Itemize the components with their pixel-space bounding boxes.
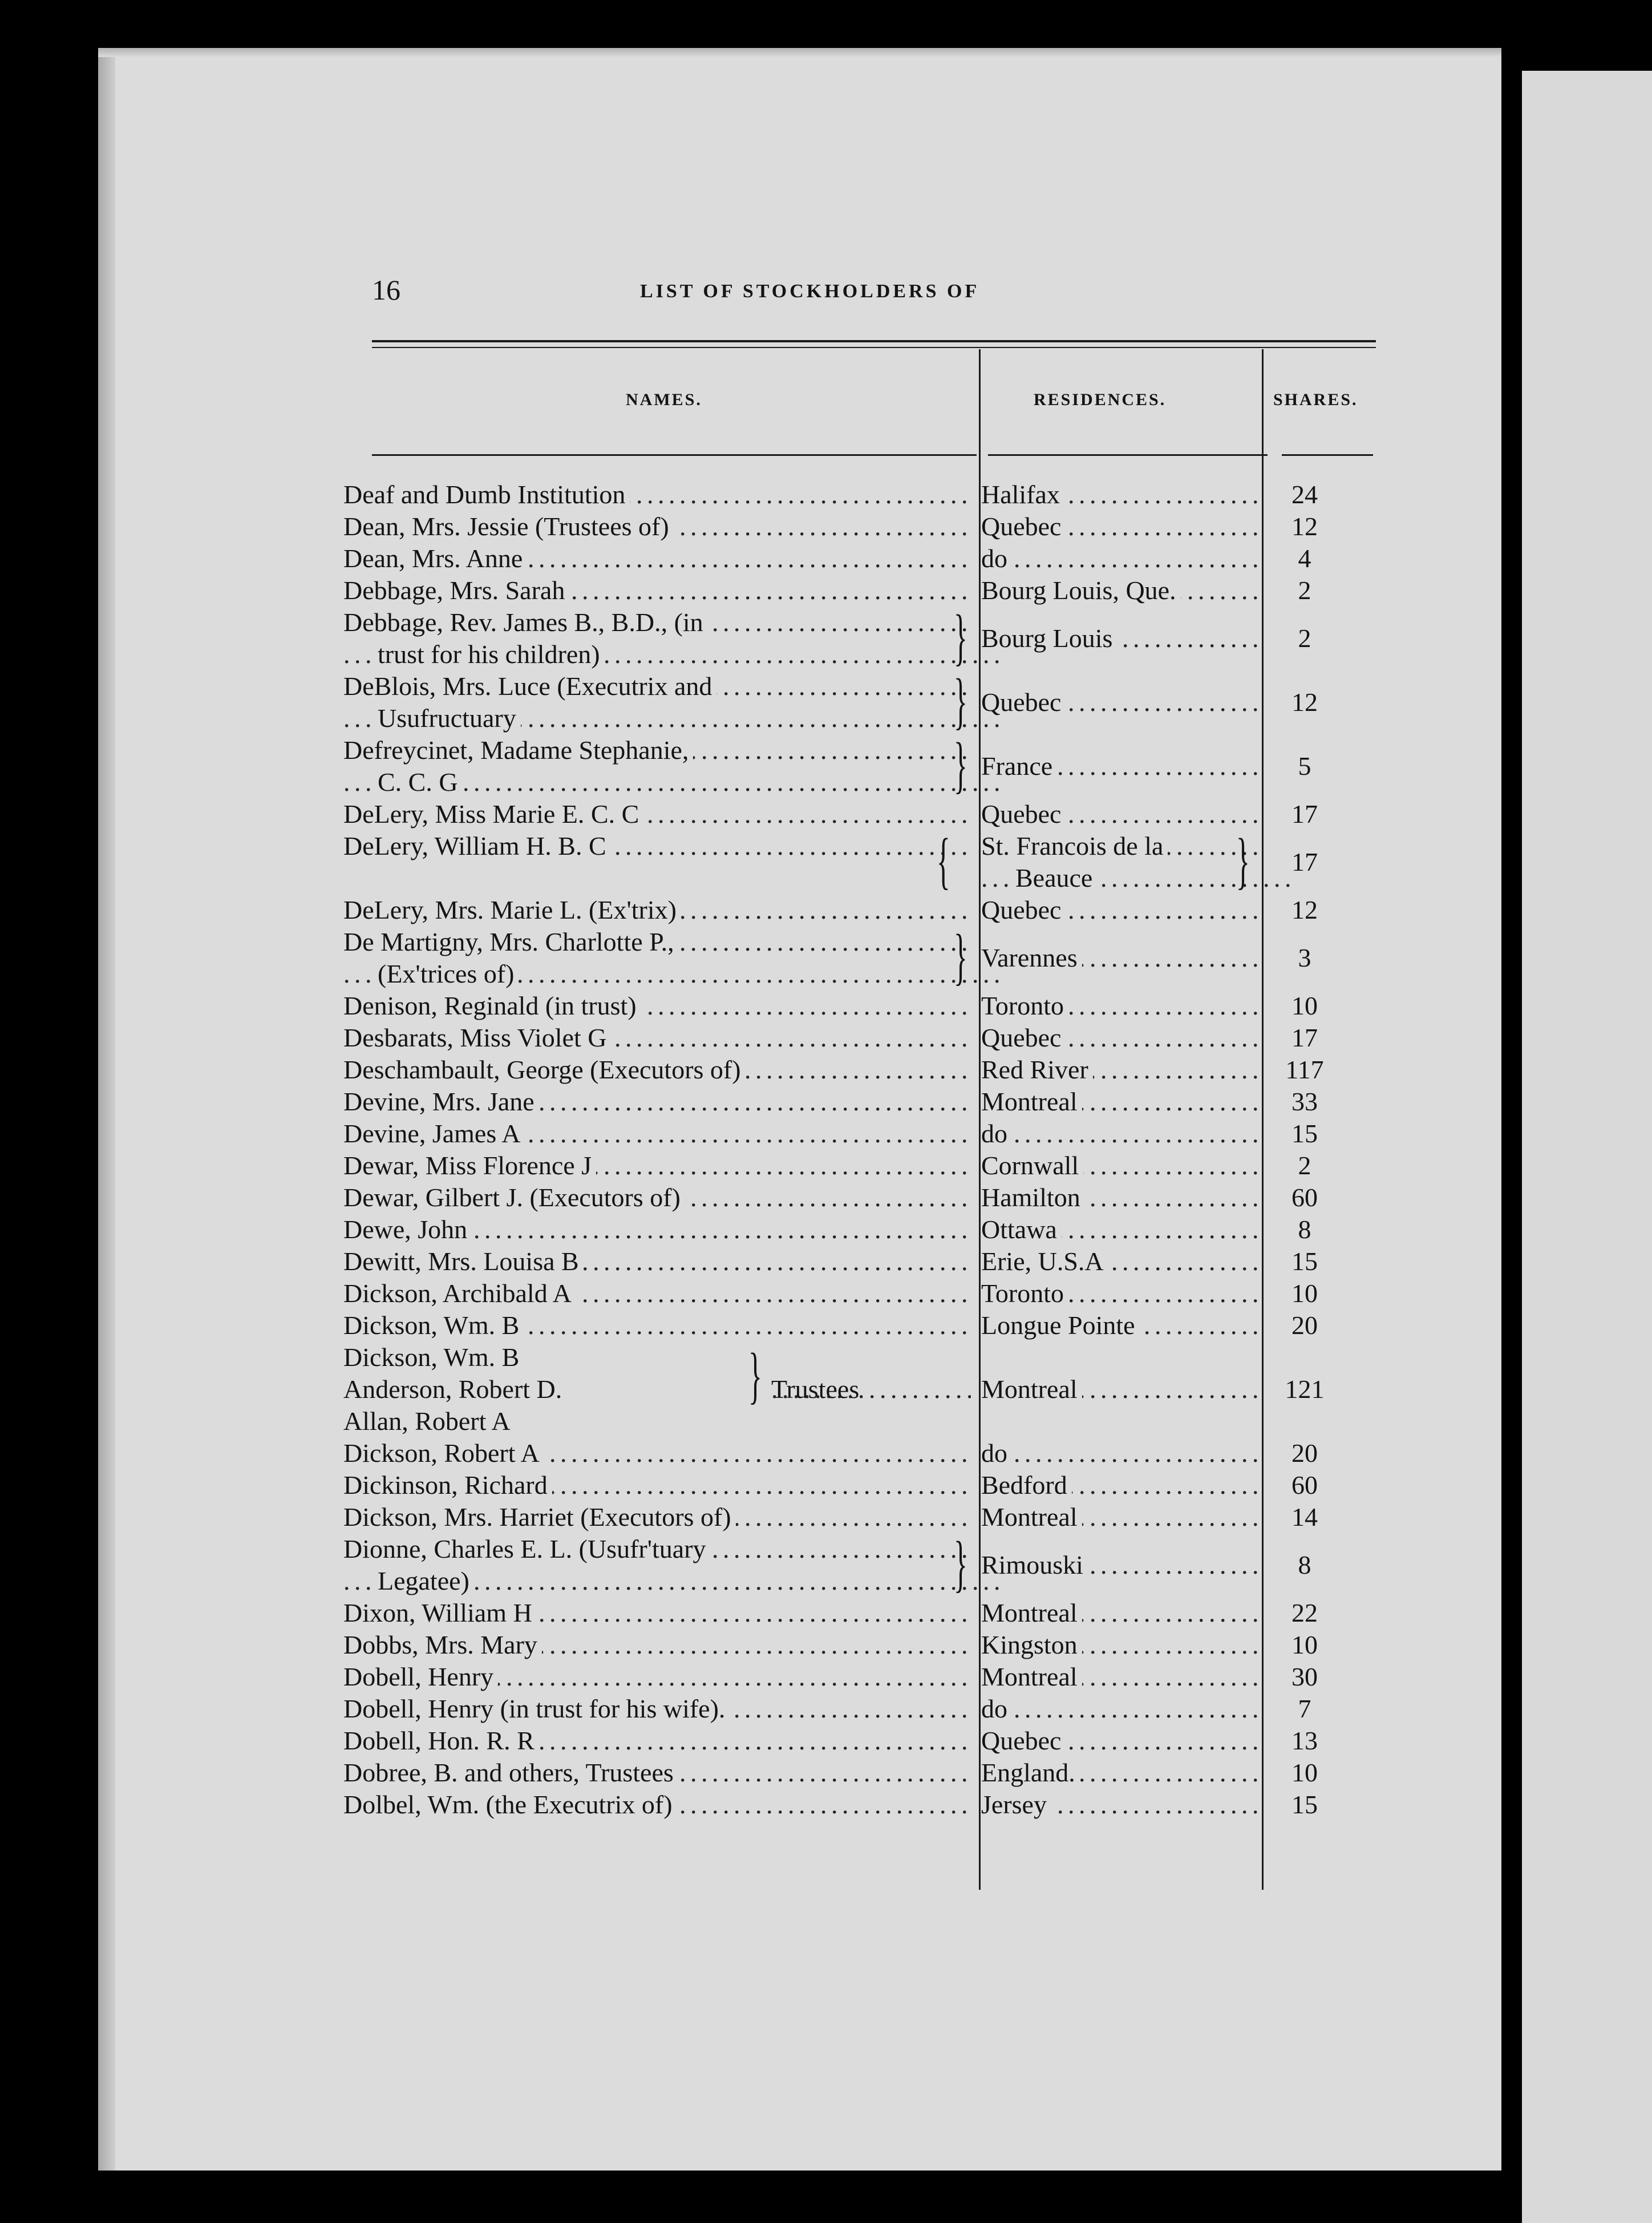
stockholder-name-text: Dolbel, Wm. (the Executrix of) <box>343 1790 677 1819</box>
stockholder-name <box>343 990 972 1022</box>
stockholder-residence-text: Quebec <box>981 1023 1066 1052</box>
stockholder-name-text: DeLery, Mrs. Marie L. (Ex'trix) <box>343 895 681 924</box>
entry-brace: } <box>954 1529 967 1598</box>
stockholder-residence-text: Montreal <box>981 1087 1082 1116</box>
table-row <box>98 1182 1501 1214</box>
stockholder-name-text: Dewar, Miss Florence J <box>343 1151 596 1180</box>
stockholder-name-text: Dean, Mrs. Anne <box>343 544 527 573</box>
stockholder-name-text: Dobell, Henry (in trust for his wife). <box>343 1694 730 1723</box>
stockholder-shares: 12 <box>1291 512 1318 541</box>
header-bottom-rule-residences <box>988 454 1268 456</box>
entry-brace: } <box>954 666 967 735</box>
stockholder-name <box>343 1757 972 1789</box>
stockholder-name-text: Devine, Mrs. Jane <box>343 1087 539 1116</box>
stockholder-residence <box>981 1373 1261 1405</box>
stockholder-residence-text: Erie, U.S.A <box>981 1247 1108 1276</box>
stockholder-shares: 10 <box>1291 1758 1318 1787</box>
stockholder-shares: 8 <box>1298 1215 1311 1244</box>
stockholder-name-text: Dewar, Gilbert J. (Executors of) <box>343 1183 685 1212</box>
stockholder-shares: 121 <box>1285 1375 1325 1404</box>
stockholder-name-text: Legatee) <box>378 1566 474 1595</box>
stockholder-residence-text: Beauce <box>1015 863 1097 892</box>
stockholder-shares: 10 <box>1291 991 1318 1020</box>
table-row <box>98 730 1501 799</box>
stockholder-name <box>343 1054 972 1086</box>
stockholder-name <box>343 958 1006 990</box>
table-row <box>98 1529 1501 1598</box>
stockholder-name-text: Dobbs, Mrs. Mary <box>343 1630 542 1659</box>
stockholder-residence-text: Bourg Louis, Que. <box>981 576 1181 605</box>
stockholder-name <box>343 1118 972 1150</box>
stockholder-residence-text: Longue Pointe <box>981 1311 1140 1340</box>
stockholder-residence <box>981 1597 1261 1629</box>
stockholder-name <box>343 1214 972 1246</box>
stockholder-shares: 60 <box>1291 1183 1318 1212</box>
table-row <box>98 826 1501 895</box>
stockholder-residence <box>981 1693 1261 1725</box>
stockholder-name-text: Dickson, Archibald A <box>343 1279 576 1308</box>
table-row <box>98 1309 1501 1341</box>
stockholder-shares: 12 <box>1291 895 1318 924</box>
stockholder-name <box>343 638 1006 670</box>
table-row <box>98 1054 1501 1086</box>
stockholder-shares: 10 <box>1291 1279 1318 1308</box>
stockholder-name <box>343 830 972 862</box>
stockholder-residence-text: St. Francois de la <box>981 831 1168 860</box>
stockholder-name <box>343 1501 972 1533</box>
entry-brace: } <box>954 602 967 672</box>
table-row <box>98 1022 1501 1054</box>
table-row <box>98 1629 1501 1661</box>
stockholder-shares: 2 <box>1298 576 1311 605</box>
stockholder-name-text: Dobree, B. and others, Trustees <box>343 1758 678 1787</box>
table-row <box>98 1501 1501 1533</box>
stockholder-name <box>343 1405 972 1437</box>
stockholder-name <box>343 1693 972 1725</box>
stockholder-name-text: Dionne, Charles E. L. (Usufr'tuary <box>343 1534 711 1563</box>
stockholder-residence <box>981 1469 1261 1501</box>
table-row <box>98 1214 1501 1246</box>
stockholder-name <box>343 798 972 830</box>
stockholder-residence <box>981 894 1261 926</box>
stockholder-residence-text: do <box>981 1438 1012 1468</box>
stockholder-residence-text: do <box>981 1694 1012 1723</box>
stockholder-residence <box>981 575 1261 607</box>
stockholder-shares: 4 <box>1298 544 1311 573</box>
entry-brace: } <box>954 730 967 799</box>
stockholder-name <box>343 702 1006 734</box>
table-row <box>98 798 1501 830</box>
stockholder-residence-text: do <box>981 544 1012 573</box>
stockholder-residence-text: Hamilton <box>981 1183 1085 1212</box>
stockholder-residence <box>981 1150 1261 1182</box>
stockholder-shares: 117 <box>1285 1055 1324 1084</box>
stockholder-name <box>343 479 972 511</box>
stockholder-residence-text: Toronto <box>981 991 1068 1020</box>
stockholder-name <box>343 607 972 638</box>
stockholder-residence <box>981 1278 1261 1309</box>
table-row <box>98 602 1501 672</box>
stockholder-shares: 15 <box>1291 1790 1318 1819</box>
stockholder-name <box>343 766 1006 798</box>
stockholder-residence <box>981 1437 1261 1469</box>
stockholder-name <box>343 1278 972 1309</box>
stockholder-shares: 20 <box>1291 1311 1318 1340</box>
entry-brace: { <box>937 826 950 895</box>
stockholder-name-text: trust for his children) <box>378 640 605 669</box>
stockholder-name-text: DeBlois, Mrs. Luce (Executrix and <box>343 672 716 701</box>
page-number: 16 <box>372 274 400 306</box>
table-row <box>98 1278 1501 1309</box>
stockholder-shares: 17 <box>1291 1023 1318 1052</box>
stockholder-shares: 24 <box>1291 480 1318 509</box>
stockholder-residence <box>981 750 1261 782</box>
stockholder-residence <box>981 798 1261 830</box>
stockholder-name <box>343 575 972 607</box>
stockholder-shares: 8 <box>1298 1550 1311 1579</box>
entry-brace: } <box>954 921 967 991</box>
ledger-page <box>98 48 1501 2171</box>
stockholder-name <box>343 1629 972 1661</box>
stockholder-residence <box>981 479 1261 511</box>
stockholder-residence-text: Montreal <box>981 1375 1082 1404</box>
stockholder-residence-text: Bedford <box>981 1470 1072 1499</box>
stockholder-shares: 13 <box>1291 1726 1318 1755</box>
running-head: LIST OF STOCKHOLDERS OF <box>640 281 980 302</box>
stockholder-name-text: Devine, James A <box>343 1119 525 1148</box>
stockholder-residence <box>981 686 1261 718</box>
stockholder-residence <box>981 1309 1261 1341</box>
stockholder-name <box>343 670 972 702</box>
stockholder-name <box>343 1469 972 1501</box>
table-row <box>98 1469 1501 1501</box>
stockholder-shares: 17 <box>1291 847 1318 876</box>
stockholder-residence-text: Quebec <box>981 895 1066 924</box>
table-row <box>98 479 1501 511</box>
table-row <box>98 1725 1501 1757</box>
header-top-rule <box>372 340 1376 342</box>
stockholder-shares: 14 <box>1291 1502 1318 1531</box>
table-row <box>98 511 1501 543</box>
stockholder-name <box>343 1725 972 1757</box>
stockholder-name-text: Debbage, Mrs. Sarah <box>343 576 569 605</box>
stockholder-name <box>343 926 972 958</box>
header-top-rule-thin <box>372 347 1376 348</box>
entry-brace: } <box>1236 826 1250 895</box>
stockholder-residence-text: Rimouski <box>981 1550 1088 1579</box>
stockholder-residence <box>981 1661 1261 1693</box>
stockholder-name <box>343 1565 1006 1597</box>
stockholder-name <box>343 1182 972 1214</box>
column-header-names: NAMES. <box>626 390 702 409</box>
stockholder-name <box>343 1246 972 1278</box>
stockholder-shares: 33 <box>1291 1087 1318 1116</box>
stockholder-name <box>343 511 972 543</box>
stockholder-residence <box>981 1022 1261 1054</box>
table-row <box>98 1150 1501 1182</box>
stockholder-name-text: Debbage, Rev. James B., B.D., (in <box>343 608 708 637</box>
table-row <box>98 543 1501 575</box>
table-row <box>98 1757 1501 1789</box>
table-row <box>98 1341 1501 1437</box>
stockholder-name-text: Dickson, Mrs. Harriet (Executors of) <box>343 1502 736 1531</box>
table-row <box>98 1661 1501 1693</box>
stockholder-name <box>343 1086 972 1118</box>
stockholder-name-text: Dean, Mrs. Jessie (Trustees of) <box>343 512 674 541</box>
stockholder-name-text: Denison, Reginald (in trust) <box>343 991 641 1020</box>
column-header-residences: RESIDENCES. <box>1034 390 1167 409</box>
header-bottom-rule-names <box>372 454 977 456</box>
stockholder-shares: 2 <box>1298 1151 1311 1180</box>
trustee-group-label <box>771 1373 971 1405</box>
stockholder-name <box>343 1661 972 1693</box>
stockholder-residence-text: Jersey <box>981 1790 1051 1819</box>
table-row <box>98 1086 1501 1118</box>
stockholder-name <box>343 1309 972 1341</box>
stockholder-name <box>343 1150 972 1182</box>
page-top-edge <box>98 48 1501 57</box>
stockholder-name-text: (Ex'trices of) <box>378 959 519 988</box>
stockholder-name-text: Anderson, Robert D. <box>343 1375 566 1404</box>
stockholder-residence-text: Montreal <box>981 1598 1082 1627</box>
stockholder-residence-text: Quebec <box>981 799 1066 828</box>
stockholder-residence <box>981 1054 1261 1086</box>
stockholder-name-text: Dewitt, Mrs. Louisa B <box>343 1247 584 1276</box>
stockholder-name-text: Dickson, Wm. B <box>343 1343 524 1372</box>
table-row <box>98 1437 1501 1469</box>
stockholder-name <box>343 1789 972 1821</box>
table-row <box>98 1789 1501 1821</box>
trustee-group-brace: } <box>748 1340 762 1410</box>
stockholder-residence <box>981 1629 1261 1661</box>
stockholder-name-text: Dixon, William H <box>343 1598 537 1627</box>
stockholder-name-text: Deaf and Dumb Institution <box>343 480 630 509</box>
stockholder-name-text: C. C. G <box>378 767 463 797</box>
stockholder-residence-text: do <box>981 1119 1012 1148</box>
stockholder-name-text: Dobell, Hon. R. R <box>343 1726 539 1755</box>
stockholder-name-text: Dickson, Wm. B <box>343 1311 524 1340</box>
stockholder-residence-text: Quebec <box>981 1726 1066 1755</box>
stockholder-name <box>343 543 972 575</box>
stockholder-name <box>343 1022 972 1054</box>
stockholder-residence <box>981 1086 1261 1118</box>
stockholder-residence-text: Quebec <box>981 688 1066 717</box>
stockholder-residence-text: France <box>981 751 1057 781</box>
stockholder-shares: 17 <box>1291 799 1318 828</box>
table-row <box>98 1118 1501 1150</box>
stockholder-shares: 5 <box>1298 751 1311 781</box>
stockholder-name-text: DeLery, William H. B. C <box>343 831 611 860</box>
column-header-shares: SHARES. <box>1273 390 1358 409</box>
stockholder-name-text: De Martigny, Mrs. Charlotte P., <box>343 927 679 956</box>
stockholder-residence-text: Halifax <box>981 480 1064 509</box>
stockholder-residence <box>981 990 1261 1022</box>
stockholder-shares: 7 <box>1298 1694 1311 1723</box>
stockholder-name <box>343 1597 972 1629</box>
stockholder-residence <box>981 623 1261 654</box>
stockholder-residence-text: Cornwall <box>981 1151 1083 1180</box>
stockholder-name-text: Dobell, Henry <box>343 1662 498 1691</box>
stockholder-name <box>343 1341 972 1373</box>
stockholder-name <box>343 1437 972 1469</box>
stockholder-residence-text: Montreal <box>981 1502 1082 1531</box>
stockholder-shares: 12 <box>1291 688 1318 717</box>
trustee-group-label-text: Trustees <box>771 1375 860 1404</box>
stockholder-residence <box>981 1182 1261 1214</box>
facing-page-edge <box>1522 71 1652 2223</box>
stockholder-shares: 3 <box>1298 943 1311 972</box>
stockholder-residence-text: Kingston <box>981 1630 1082 1659</box>
table-row <box>98 921 1501 991</box>
stockholder-name-text: Defreycinet, Madame Stephanie, <box>343 735 693 765</box>
stockholder-residence <box>981 942 1261 974</box>
stockholder-residence-text: Toronto <box>981 1279 1068 1308</box>
stockholder-residence-text: Red River <box>981 1055 1093 1084</box>
stockholder-name <box>343 1533 972 1565</box>
stockholder-name-text: Dickinson, Richard <box>343 1470 552 1499</box>
stockholder-residence-text: Ottawa <box>981 1215 1062 1244</box>
stockholder-name-text: Allan, Robert A <box>343 1406 515 1436</box>
stockholder-residence <box>981 1549 1261 1581</box>
table-row <box>98 1597 1501 1629</box>
stockholder-shares: 30 <box>1291 1662 1318 1691</box>
table-row <box>98 894 1501 926</box>
stockholder-residence <box>981 1789 1261 1821</box>
table-row <box>98 666 1501 735</box>
stockholder-name-text: Deschambault, George (Executors of) <box>343 1055 746 1084</box>
table-row <box>98 575 1501 607</box>
stockholder-shares: 15 <box>1291 1119 1318 1148</box>
stockholder-name-text: Dewe, John <box>343 1215 472 1244</box>
table-row <box>98 1246 1501 1278</box>
stockholder-residence-text: Montreal <box>981 1662 1082 1691</box>
stockholder-residence <box>981 511 1261 543</box>
stockholder-name <box>343 894 972 926</box>
stockholder-residence <box>981 1214 1261 1246</box>
stockholder-residence-text: England. <box>981 1758 1080 1787</box>
stockholder-name <box>343 734 972 766</box>
stockholder-residence <box>981 1501 1261 1533</box>
stockholder-residence-text: Bourg Louis <box>981 624 1117 653</box>
stockholder-residence <box>981 1757 1261 1789</box>
table-row <box>98 990 1501 1022</box>
stockholder-shares: 20 <box>1291 1438 1318 1468</box>
stockholder-name-text: Desbarats, Miss Violet G <box>343 1023 611 1052</box>
stockholder-residence <box>981 1246 1261 1278</box>
stockholder-residence-text: Quebec <box>981 512 1066 541</box>
table-row <box>98 1693 1501 1725</box>
stockholder-name-text: Usufructuary <box>378 704 521 733</box>
stockholder-shares: 15 <box>1291 1247 1318 1276</box>
stockholder-shares: 2 <box>1298 624 1311 653</box>
stockholder-residence <box>981 1118 1261 1150</box>
header-bottom-rule-shares <box>1282 454 1373 456</box>
stockholder-name-text: DeLery, Miss Marie E. C. C <box>343 799 643 828</box>
stockholder-name-text: Dickson, Robert A <box>343 1438 544 1468</box>
stockholder-shares: 22 <box>1291 1598 1318 1627</box>
stockholder-shares: 10 <box>1291 1630 1318 1659</box>
stockholder-residence <box>981 1725 1261 1757</box>
stockholder-residence-text: Varennes <box>981 943 1082 972</box>
stockholder-residence <box>981 543 1261 575</box>
stockholder-shares: 60 <box>1291 1470 1318 1499</box>
stockholder-residence <box>981 830 1261 862</box>
